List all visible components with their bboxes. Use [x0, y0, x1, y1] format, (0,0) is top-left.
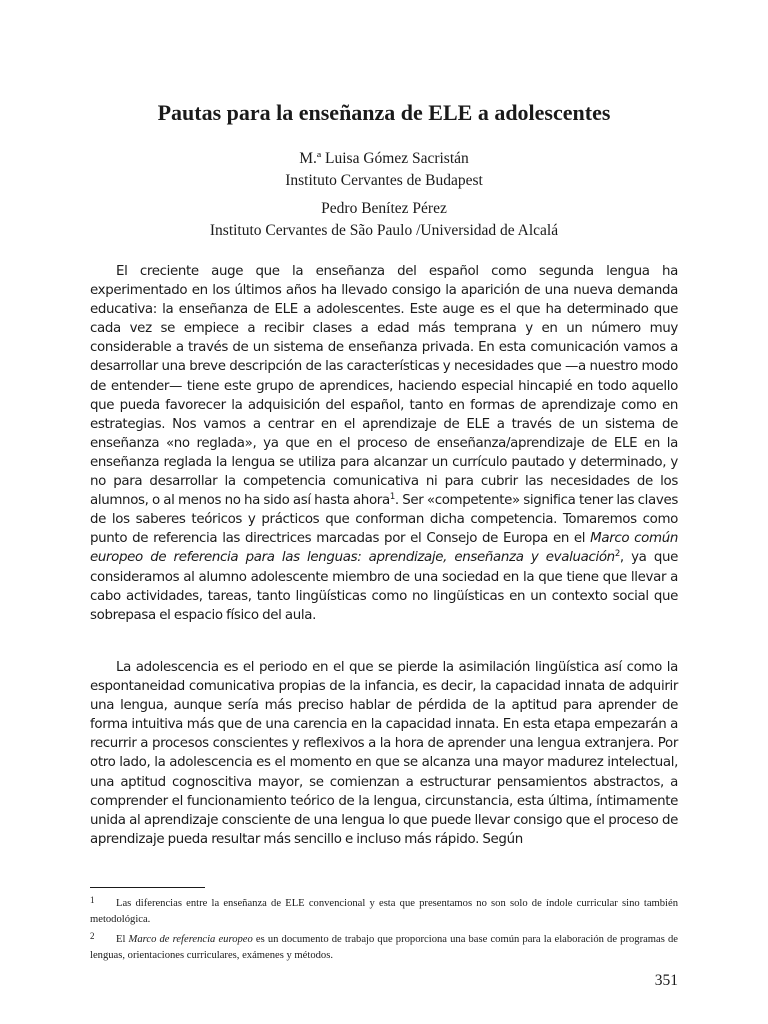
author-name: Pedro Benítez Pérez [321, 200, 447, 217]
body-paragraph [90, 262, 678, 625]
author-name: M.ª Luisa Gómez Sacristán [299, 150, 469, 167]
footnote-number: 2 [90, 931, 95, 941]
body-paragraph [90, 658, 678, 849]
paragraph-text: La adolescencia es el periodo en el que se pierde la asimilación lingüística así como la espontaneidad comunicativa propias de la infancia, es decir, la capacidad innata de adquirir una lengua, aunque sería más preciso hablar de pérdida de la aptitud para aprender de forma intuitiva más que de una carencia en la capacidad innata. En esta etapa empezarán a recurrir a procesos conscientes y reflexivos a la hora de aprender una lengua extranjera. Por otro lado, la adolescencia es el momento en que se alcanza una mayor madurez intelectual, una aptitud cognoscitiva mayor, se comienzan a estructurar pensamientos abstractos, a comprender el funcionamiento teórico de la lengua, circunstancia, esta última, íntimamente unida al aprendizaje consciente de una lengua lo que puede llevar consigo que el proceso de aprendizaje pueda resultar más sencillo e incluso más rápido. Según [90, 660, 678, 847]
cited-work-title: Marco común europeo de referencia para las lenguas: aprendizaje, enseñanza y evaluación [90, 531, 678, 566]
footnote-reference: 1 [389, 492, 395, 503]
author-affiliation: Instituto Cervantes de Budapest [285, 172, 483, 189]
author-affiliation: Instituto Cervantes de São Paulo /Universidad de Alcalá [209, 222, 559, 239]
paragraph-text: , ya que consideramos al alumno adolescente miembro de una sociedad en la que tiene que llevar a cabo actividades, tareas, tanto lingüísticas como no lingüísticas en un contexto social que sobrepasa el espacio físico del aula. [90, 550, 678, 623]
footnote-text: es un documento de trabajo que proporciona una base común para la elaboración de programas de lenguas, orientaciones curriculares, exámenes y métodos. [90, 934, 678, 961]
footnote-number: 1 [90, 895, 95, 905]
footnote-separator [90, 887, 205, 888]
cited-work-title: Marco de referencia europeo [128, 934, 253, 945]
paragraph-text: . Ser «competente» significa tener las claves de los saberes teóricos y prácticos que conforman dicha competencia. Tomaremos como punto de referencia las directrices marcadas por el Consejo de Europa en el [90, 493, 678, 547]
footnote-text: El [116, 934, 129, 945]
page-number: 351 [654, 972, 678, 989]
paragraph-text: El creciente auge que la enseñanza del español como segunda lengua ha experimentado en los últimos años ha llevado consigo la aparición de una nueva demanda educativa: la enseñanza de ELE a adolescentes. Este auge es el que ha determinado que cada vez se empiece a recibir clases a edad más temprana y en un número muy considerable a través de un sistema de enseñanza privada. En esta comunicación vamos a desarrollar una breve descripción de las características y necesidades que —a nuestro modo de entender— tiene este grupo de aprendices, haciendo especial hincapié en todo aquello que pueda favorecer la adquisición del español, tanto en formas de aprendizaje como en estrategias. Nos vamos a centrar en el aprendizaje de ELE a través de un sistema de enseñanza «no reglada», ya que en el proceso de enseñanza/aprendizaje de ELE en la enseñanza reglada la lengua se utiliza para alcanzar un currículo pautado y determinado, y no para desarrollar la competencia comunicativa ni para cubrir las necesidades de los alumnos, o al menos no ha sido así hasta ahora [90, 264, 678, 509]
footnote-reference: 2 [614, 549, 620, 560]
paper-title: Pautas para la enseñanza de ELE a adolescentes [157, 100, 611, 125]
footnote [90, 932, 678, 963]
footnote [90, 896, 678, 927]
footnote-text: Las diferencias entre la enseñanza de ELE convencional y esta que presentamos no son solo de índole curricular sino también metodológica. [90, 898, 678, 925]
